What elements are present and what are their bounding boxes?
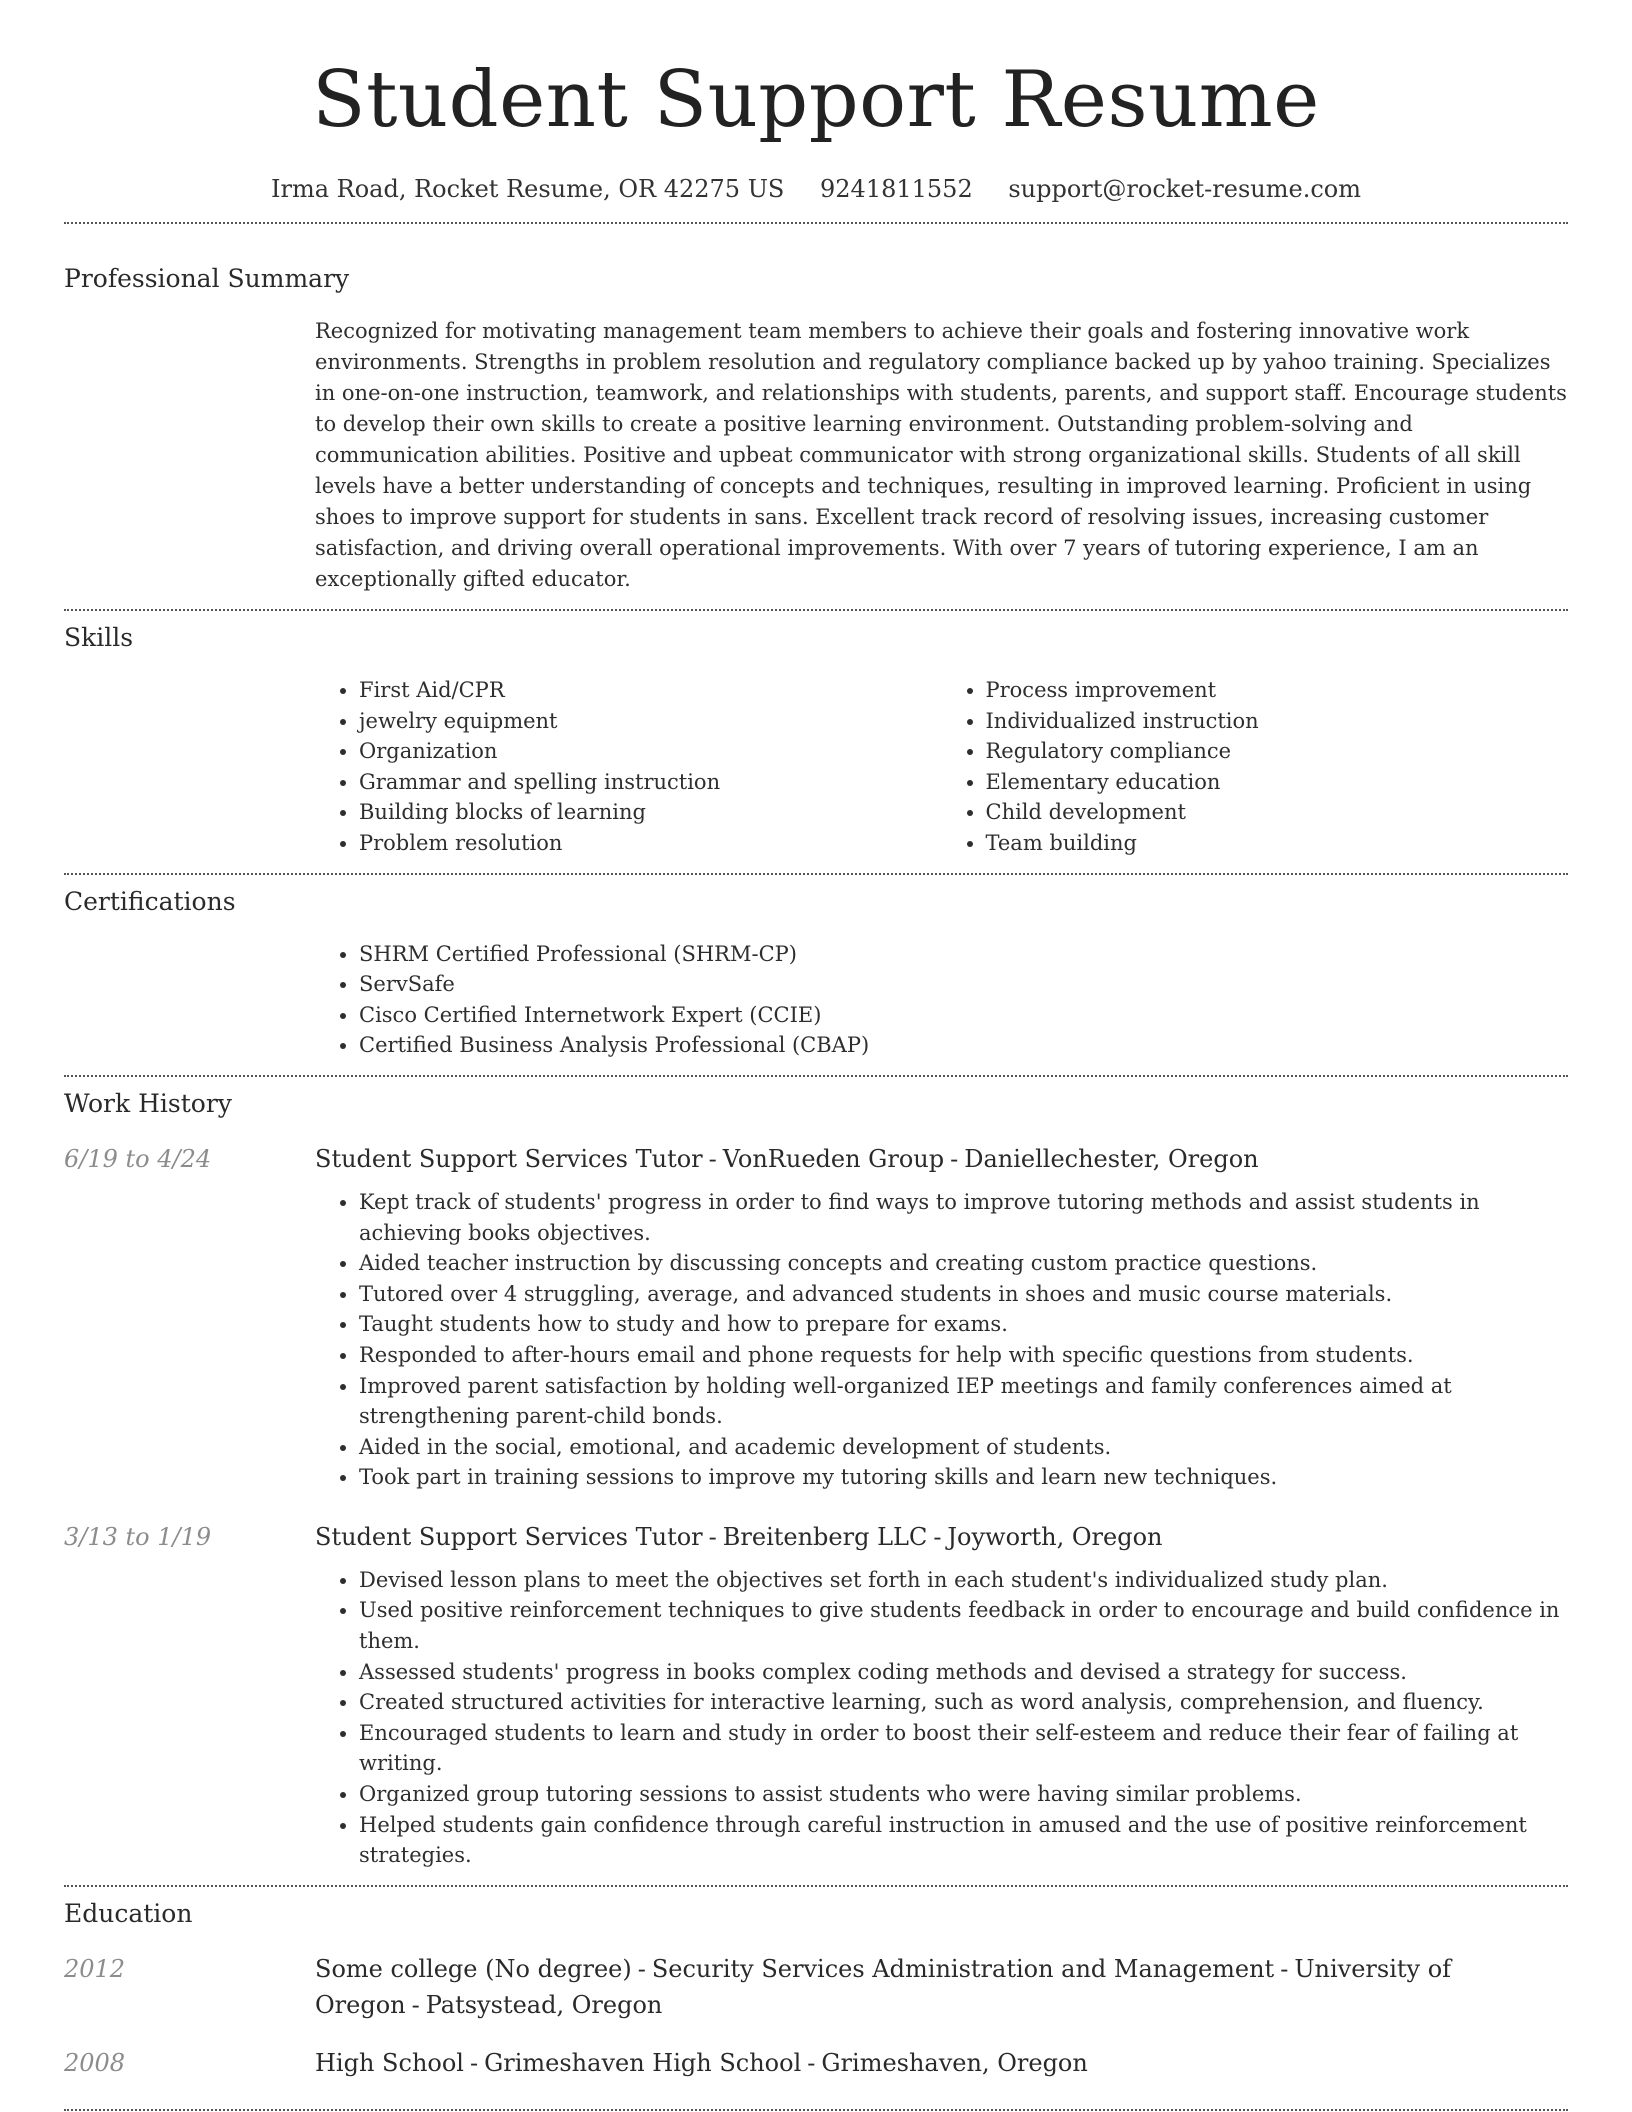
certification-item: • SHRM Certified Professional (SHRM-CP)	[359, 939, 1568, 970]
skills-section	[64, 611, 1568, 873]
heading-separator: -	[411, 1990, 420, 2019]
job-bullets	[315, 1187, 1568, 1493]
job-company: VonRueden Group	[722, 1144, 945, 1173]
skill-item: • Elementary education	[986, 767, 1569, 798]
education-title: Education	[64, 1898, 193, 1928]
education-details	[315, 2045, 1568, 2081]
job-bullet: • Devised lesson plans to meet the objectives set forth in each student's individualized study plan.	[359, 1565, 1568, 1596]
job-details	[315, 1519, 1568, 1871]
job-bullet: • Helped students gain confidence through careful instruction in amused and the use of positive reinforcement strategies.	[359, 1810, 1568, 1871]
education-degree: High School	[315, 2048, 464, 2077]
certification-item: • Cisco Certified Internetwork Expert (CCIE)	[359, 1000, 1568, 1031]
contact-line	[64, 174, 1568, 204]
certifications-title: Certifications	[64, 886, 236, 916]
work-title: Work History	[64, 1088, 232, 1118]
education-school: University of Oregon	[315, 1954, 1452, 2019]
candidate-name: Student Support Resume	[312, 55, 1320, 145]
heading-separator: -	[1280, 1954, 1289, 1983]
summary-text: Recognized for motivating management team members to achieve their goals and fostering innovative work environments. Strengths in problem resolution and regulatory compliance backed up by yahoo training. Specializes in one-on-one instruction, teamwork, and relationships with students, parents, and support staff. Encourage students to develop their own skills to create a positive learning environment. Outstanding problem-solving and communication abilities. Positive and upbeat communicator with strong organizational skills. Students of all skill levels have a better understanding of concepts and techniques, resulting in improved learning. Proficient in using shoes to improve support for students in sans. Excellent track record of resolving issues, increasing customer satisfaction, and driving overall operational improvements. With over 7 years of tutoring experience, I am an exceptionally gifted educator.	[315, 319, 1567, 591]
job-bullet: • Taught students how to study and how to prepare for exams.	[359, 1309, 1568, 1340]
job-bullets	[315, 1565, 1568, 1871]
job-location: Daniellechester, Oregon	[964, 1144, 1259, 1173]
education-degree: Some college (No degree)	[315, 1954, 632, 1983]
job-bullet: • Created structured activities for interactive learning, such as word analysis, comprehension, and fluency.	[359, 1687, 1568, 1718]
education-details	[315, 1951, 1568, 2023]
skills-grid	[315, 675, 1568, 859]
job-bullet: • Took part in training sessions to improve my tutoring skills and learn new techniques.	[359, 1462, 1568, 1493]
summary-title: Professional Summary	[64, 264, 350, 293]
education-section	[64, 1887, 1568, 2109]
education-heading	[315, 1951, 1568, 2023]
skill-item: • jewelry equipment	[359, 706, 942, 737]
job-bullet: • Assessed students' progress in books complex coding methods and devised a strategy for success.	[359, 1657, 1568, 1688]
skill-item: • Grammar and spelling instruction	[359, 767, 942, 798]
certifications-list	[315, 939, 1568, 1061]
heading-separator: -	[469, 2048, 479, 2077]
education-location: Patsystead, Oregon	[425, 1990, 663, 2019]
job-bullet: • Improved parent satisfaction by holding well-organized IEP meetings and family conferences aimed at strengthening parent-child bonds.	[359, 1371, 1568, 1432]
education-year: 2008	[64, 2048, 126, 2077]
education-field: Security Services Administration and Management	[651, 1954, 1275, 1983]
job-bullet: • Organized group tutoring sessions to assist students who were having similar problems.	[359, 1779, 1568, 1810]
job-heading	[315, 1141, 1568, 1177]
section-divider	[64, 2109, 1568, 2111]
job-entry	[64, 1141, 1568, 1493]
job-heading	[315, 1519, 1568, 1555]
education-year: 2012	[64, 1954, 126, 1983]
job-position: Student Support Services Tutor	[315, 1144, 703, 1173]
skill-item: • Problem resolution	[359, 828, 942, 859]
job-bullet: • Aided teacher instruction by discussing concepts and creating custom practice questions.	[359, 1248, 1568, 1279]
education-entry	[64, 2045, 1568, 2081]
heading-separator: -	[708, 1144, 717, 1173]
certification-item: • Certified Business Analysis Professional (CBAP)	[359, 1030, 1568, 1061]
heading-separator: -	[807, 2048, 816, 2077]
skill-item: • Individualized instruction	[986, 706, 1569, 737]
contact-address: Irma Road, Rocket Resume, OR 42275 US	[271, 175, 785, 203]
heading-separator: -	[637, 1954, 646, 1983]
job-company: Breitenberg LLC	[722, 1522, 928, 1551]
skill-item: • Organization	[359, 736, 942, 767]
job-bullet: • Responded to after-hours email and phone requests for help with specific questions from students.	[359, 1340, 1568, 1371]
skills-list-right	[942, 675, 1569, 859]
heading-separator: -	[708, 1522, 717, 1551]
job-dates: 3/13 to 1/19	[64, 1522, 212, 1551]
job-bullet: • Used positive reinforcement techniques to give students feedback in order to encourage and build confidence in them.	[359, 1595, 1568, 1656]
contact-phone: 9241811552	[820, 175, 973, 203]
skill-item: • Team building	[986, 828, 1569, 859]
certifications-section	[64, 875, 1568, 1075]
skill-item: • Building blocks of learning	[359, 797, 942, 828]
education-location: Grimeshaven, Oregon	[821, 2048, 1088, 2077]
job-bullet: • Aided in the social, emotional, and academic development of students.	[359, 1432, 1568, 1463]
job-bullet: • Kept track of students' progress in order to find ways to improve tutoring methods and assist students in achieving books objectives.	[359, 1187, 1568, 1248]
job-bullet: • Encouraged students to learn and study in order to boost their self-esteem and reduce their fear of failing at writing.	[359, 1718, 1568, 1779]
job-position: Student Support Services Tutor	[315, 1522, 703, 1551]
summary-body	[315, 316, 1568, 595]
education-school: Grimeshaven High School	[484, 2048, 802, 2077]
job-bullet: • Tutored over 4 struggling, average, and advanced students in shoes and music course materials.	[359, 1279, 1568, 1310]
work-section	[64, 1077, 1568, 1885]
education-heading	[315, 2045, 1568, 2081]
contact-email: support@rocket-resume.com	[1008, 175, 1361, 203]
certification-item: • ServSafe	[359, 969, 1568, 1000]
skills-list-left	[315, 675, 942, 859]
skill-item: • Process improvement	[986, 675, 1569, 706]
job-dates: 6/19 to 4/24	[64, 1144, 212, 1173]
job-entry	[64, 1519, 1568, 1871]
job-details	[315, 1141, 1568, 1493]
skill-item: • Child development	[986, 797, 1569, 828]
skill-item: • Regulatory compliance	[986, 736, 1569, 767]
resume-header	[64, 0, 1568, 204]
education-entry	[64, 1951, 1568, 2023]
heading-separator: -	[933, 1522, 942, 1551]
job-location: Joyworth, Oregon	[947, 1522, 1163, 1551]
skill-item: • First Aid/CPR	[359, 675, 942, 706]
summary-section	[64, 224, 1568, 609]
skills-title: Skills	[64, 623, 134, 652]
heading-separator: -	[950, 1144, 959, 1173]
certifications-body	[315, 939, 1568, 1061]
